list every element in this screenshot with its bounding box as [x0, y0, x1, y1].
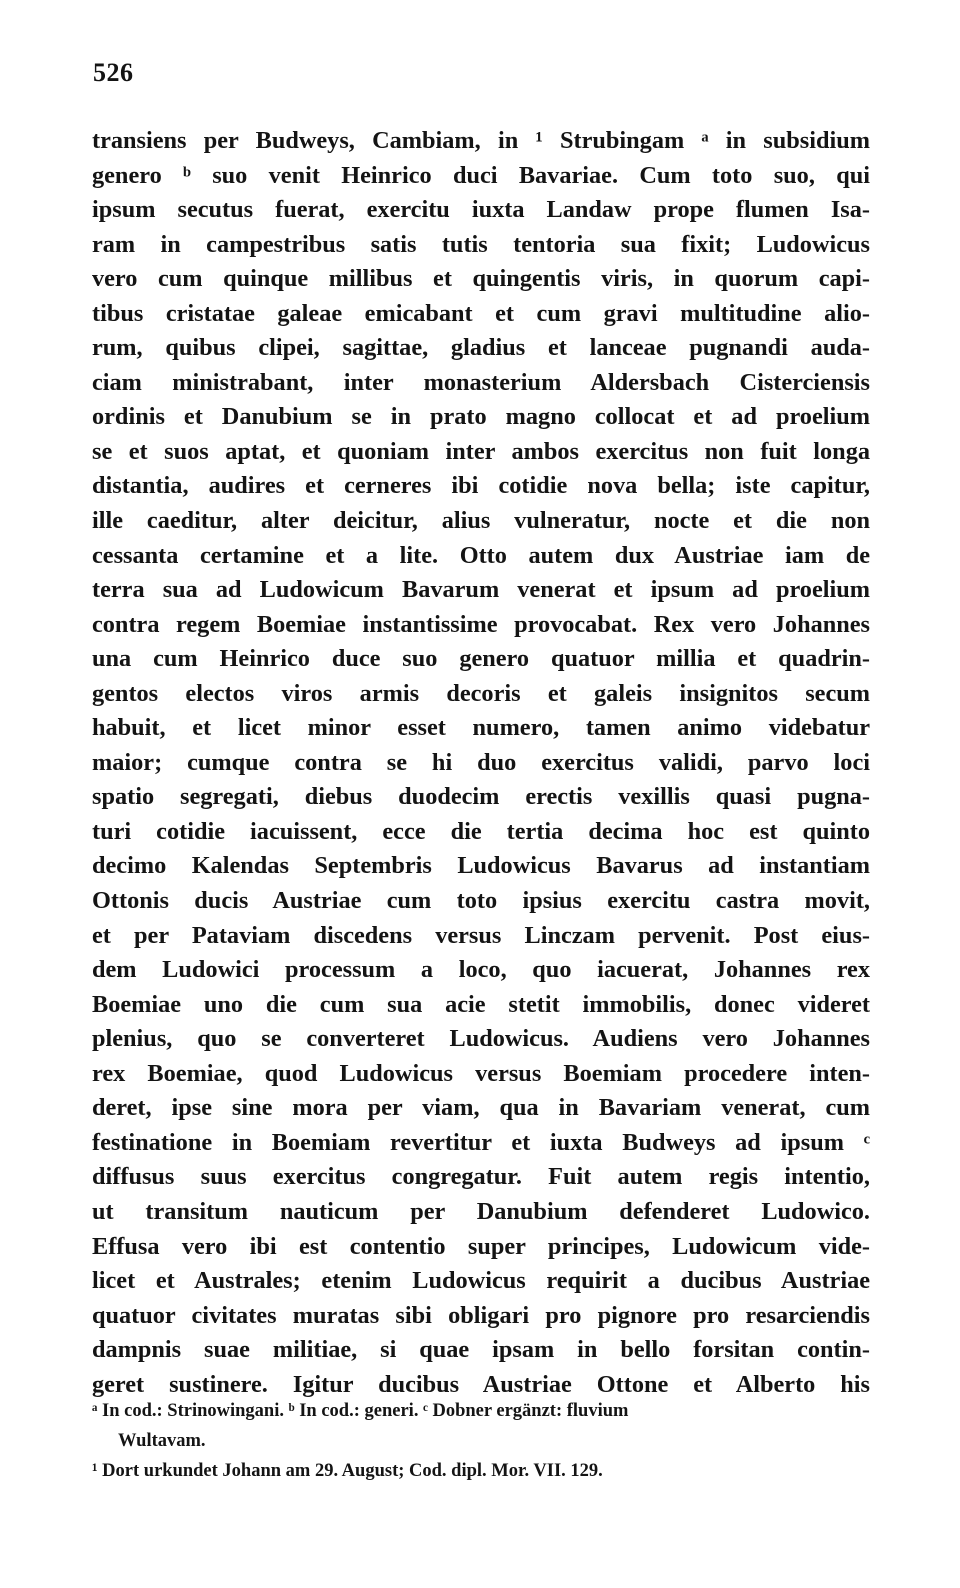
text-line: ram in campestribus satis tutis tentoria sua fixit; Ludowicus: [92, 230, 870, 258]
text-line: geret sustinere. Igitur ducibus Austriae Ottone et Alberto his: [92, 1370, 870, 1398]
text-line: vero cum quinque millibus et quingentis viris, in quorum capi-: [92, 265, 870, 293]
text-line: transiens per Budweys, Cambiam, in ¹ Strubingam ᵃ in subsidium: [92, 127, 870, 154]
text-line: decimo Kalendas Septembris Ludowicus Bavarus ad instantiam: [92, 852, 870, 880]
text-line: dampnis suae militiae, si quae ipsam in bello forsitan contin-: [92, 1336, 870, 1364]
text-line: plenius, quo se converteret Ludowicus. Audiens vero Johannes: [92, 1025, 870, 1053]
main-text: [92, 124, 870, 1402]
text-line: Ottonis ducis Austriae cum toto ipsius exercitu castra movit,: [92, 887, 870, 915]
text-line: habuit, et licet minor esset numero, tamen animo videbatur: [92, 714, 870, 742]
text-line: festinatione in Boemiam revertitur et iuxta Budweys ad ipsum ᶜ: [92, 1128, 870, 1156]
page-number: 526: [93, 58, 134, 87]
text-line: turi cotidie iacuissent, ecce die tertia decima hoc est quinto: [92, 817, 870, 845]
footnote-line: ¹ Dort urkundet Johann am 29. August; Cod. dipl. Mor. VII. 129.: [92, 1461, 603, 1481]
text-line: licet et Australes; etenim Ludowicus requirit a ducibus Austriae: [92, 1267, 870, 1295]
text-line: Effusa vero ibi est contentio super principes, Ludowicum vide-: [92, 1232, 870, 1260]
text-line: una cum Heinrico duce suo genero quatuor millia et quadrin-: [92, 645, 870, 673]
text-line: diffusus suus exercitus congregatur. Fuit autem regis intentio,: [92, 1163, 870, 1191]
text-line: deret, ipse sine mora per viam, qua in Bavariam venerat, cum: [92, 1094, 870, 1122]
text-line: ille caeditur, alter deicitur, alius vulneratur, nocte et die non: [92, 507, 870, 535]
text-line: ciam ministrabant, inter monasterium Aldersbach Cisterciensis: [92, 368, 870, 396]
text-line: genero ᵇ suo venit Heinrico duci Bavariae. Cum toto suo, qui: [92, 161, 870, 189]
text-line: quatuor civitates muratas sibi obligari pro pignore pro resarciendis: [92, 1301, 870, 1329]
text-line: contra regem Boemiae instantissime provocabat. Rex vero Johannes: [92, 610, 870, 638]
text-line: cessanta certamine et a lite. Otto autem dux Austriae iam de: [92, 541, 870, 569]
footnote-line: Wultavam.: [118, 1431, 206, 1451]
text-line: ut transitum nauticum per Danubium defenderet Ludowico.: [92, 1197, 870, 1225]
text-line: Boemiae uno die cum sua acie stetit immobilis, donec videret: [92, 990, 870, 1018]
text-line: se et suos aptat, et quoniam inter ambos exercitus non fuit longa: [92, 437, 870, 465]
text-line: ipsum secutus fuerat, exercitu iuxta Landaw prope flumen Isa-: [92, 196, 870, 224]
text-line: dem Ludowici processum a loco, quo iacuerat, Johannes rex: [92, 956, 870, 984]
text-line: rum, quibus clipei, sagittae, gladius et lanceae pugnandi auda-: [92, 334, 870, 362]
footnote-line: ᵃ In cod.: Strinowingani. ᵇ In cod.: generi. ᶜ Dobner ergänzt: fluvium: [92, 1401, 629, 1421]
text-line: spatio segregati, diebus duodecim erectis vexillis quasi pugna-: [92, 783, 870, 811]
text-line: rex Boemiae, quod Ludowicus versus Boemiam procedere inten-: [92, 1059, 870, 1087]
text-line: et per Pataviam discedens versus Linczam pervenit. Post eius-: [92, 921, 870, 949]
text-line: distantia, audires et cerneres ibi cotidie nova bella; iste capitur,: [92, 472, 870, 500]
footnotes: [92, 1396, 870, 1486]
text-line: maior; cumque contra se hi duo exercitus validi, parvo loci: [92, 748, 870, 776]
text-line: tibus cristatae galeae emicabant et cum gravi multitudine alio-: [92, 299, 870, 327]
text-line: ordinis et Danubium se in prato magno collocat et ad proelium: [92, 403, 870, 431]
text-line: terra sua ad Ludowicum Bavarum venerat et ipsum ad proelium: [92, 576, 870, 604]
text-line: gentos electos viros armis decoris et galeis insignitos secum: [92, 679, 870, 707]
